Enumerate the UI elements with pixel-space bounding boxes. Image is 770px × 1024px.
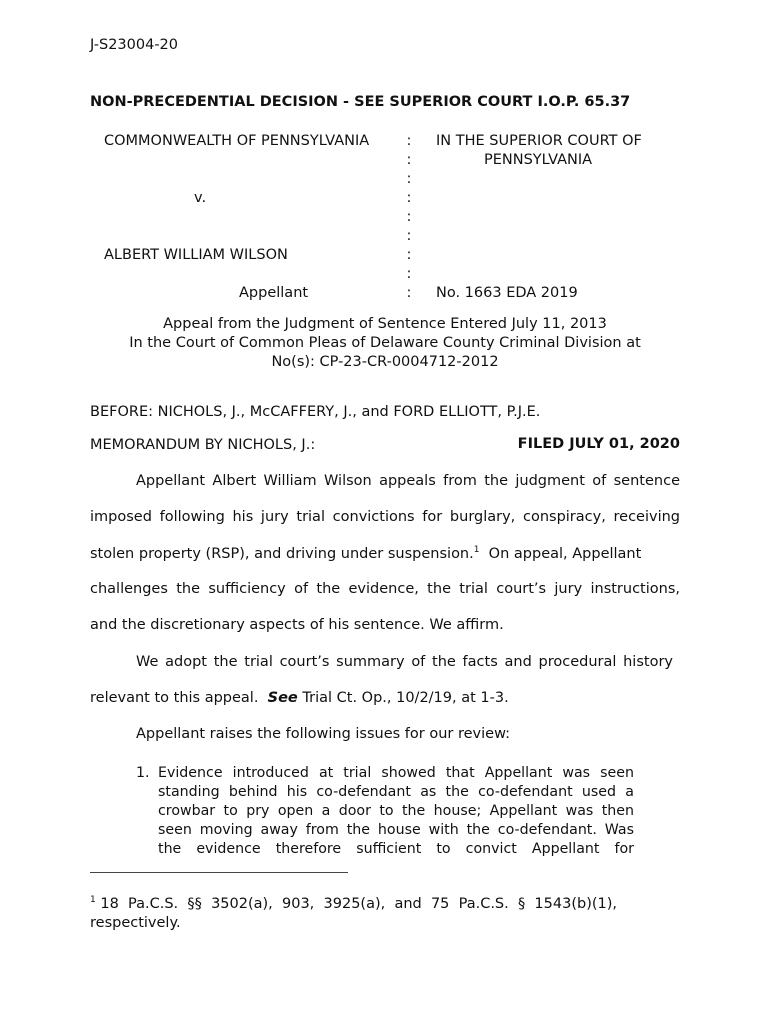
paragraph-1-line: Appellant Albert William Wilson appeals from the judgment of sentence	[136, 473, 680, 489]
caption-colon: :	[406, 190, 412, 206]
issue-line: Evidence introduced at trial showed that Appellant was seen	[158, 765, 634, 781]
paragraph-1-line: challenges the sufficiency of the evidence, the trial court’s jury instructions,	[90, 581, 680, 597]
docket-id: J-S23004-20	[90, 37, 179, 53]
footnote-text: 18 Pa.C.S. §§ 3502(a), 903, 3925(a), and 75 Pa.C.S. § 1543(b)(1),	[95, 895, 617, 912]
caption-colon: :	[406, 171, 412, 187]
caption-colon: :	[406, 266, 412, 282]
paragraph-1-line: and the discretionary aspects of his sentence. We affirm.	[90, 617, 504, 633]
memorandum-author: MEMORANDUM BY NICHOLS, J.:	[90, 437, 316, 453]
caption-role: Appellant	[239, 285, 309, 301]
paragraph-2-line	[90, 690, 680, 706]
appeal-line-3: No(s): CP-23-CR-0004712-2012	[271, 354, 499, 370]
appeal-line-2: In the Court of Common Pleas of Delaware County Criminal Division at	[129, 335, 641, 351]
see-signal: See	[267, 690, 298, 706]
paragraph-2-text: relevant to this appeal.	[90, 690, 268, 706]
footnote-line: respectively.	[90, 915, 181, 931]
caption-colon: :	[406, 247, 412, 263]
paragraph-2-line: We adopt the trial court’s summary of the facts and procedural history	[136, 654, 673, 670]
docket-number: No. 1663 EDA 2019	[436, 285, 578, 301]
caption-colon: :	[406, 133, 412, 149]
appeal-line-1: Appeal from the Judgment of Sentence Entered July 11, 2013	[163, 316, 607, 332]
caption-colon: :	[406, 228, 412, 244]
caption-versus: v.	[194, 190, 207, 206]
paragraph-1-text: stolen property (RSP), and driving under suspension.	[90, 545, 474, 562]
decision-header: NON-PRECEDENTIAL DECISION - SEE SUPERIOR COURT I.O.P. 65.37	[90, 94, 631, 110]
issue-number: 1.	[136, 765, 150, 781]
footnote-number: 1	[90, 895, 96, 905]
issue-line: the evidence therefore sufficient to convict Appellant for	[158, 841, 634, 857]
paragraph-3: Appellant raises the following issues for our review:	[136, 726, 511, 742]
caption-colon: :	[406, 152, 412, 168]
caption-plaintiff: COMMONWEALTH OF PENNSYLVANIA	[104, 133, 370, 149]
paragraph-1-text: On appeal, Appellant	[479, 545, 642, 562]
before-panel: BEFORE: NICHOLS, J., McCAFFERY, J., and FORD ELLIOTT, P.J.E.	[90, 404, 541, 420]
caption-colon: :	[406, 285, 412, 301]
caption-colon: :	[406, 209, 412, 225]
court-name-line2: PENNSYLVANIA	[484, 152, 593, 168]
court-name-line1: IN THE SUPERIOR COURT OF	[436, 133, 642, 149]
issue-line: crowbar to pry open a door to the house; Appellant was then	[158, 803, 634, 819]
paragraph-1-line	[90, 545, 680, 562]
issue-line: seen moving away from the house with the co-defendant. Was	[158, 822, 634, 838]
footnote-line	[90, 895, 680, 912]
caption-defendant: ALBERT WILLIAM WILSON	[104, 247, 288, 263]
paragraph-1-line: imposed following his jury trial convictions for burglary, conspiracy, receiving	[90, 509, 680, 525]
footnote-reference[interactable]: 1	[473, 545, 480, 555]
filed-date: FILED JULY 01, 2020	[517, 436, 680, 452]
footnote-separator	[90, 872, 348, 873]
issue-line: standing behind his co-defendant as the co-defendant used a	[158, 784, 634, 800]
paragraph-2-text: Trial Ct. Op., 10/2/19, at 1-3.	[297, 690, 509, 706]
